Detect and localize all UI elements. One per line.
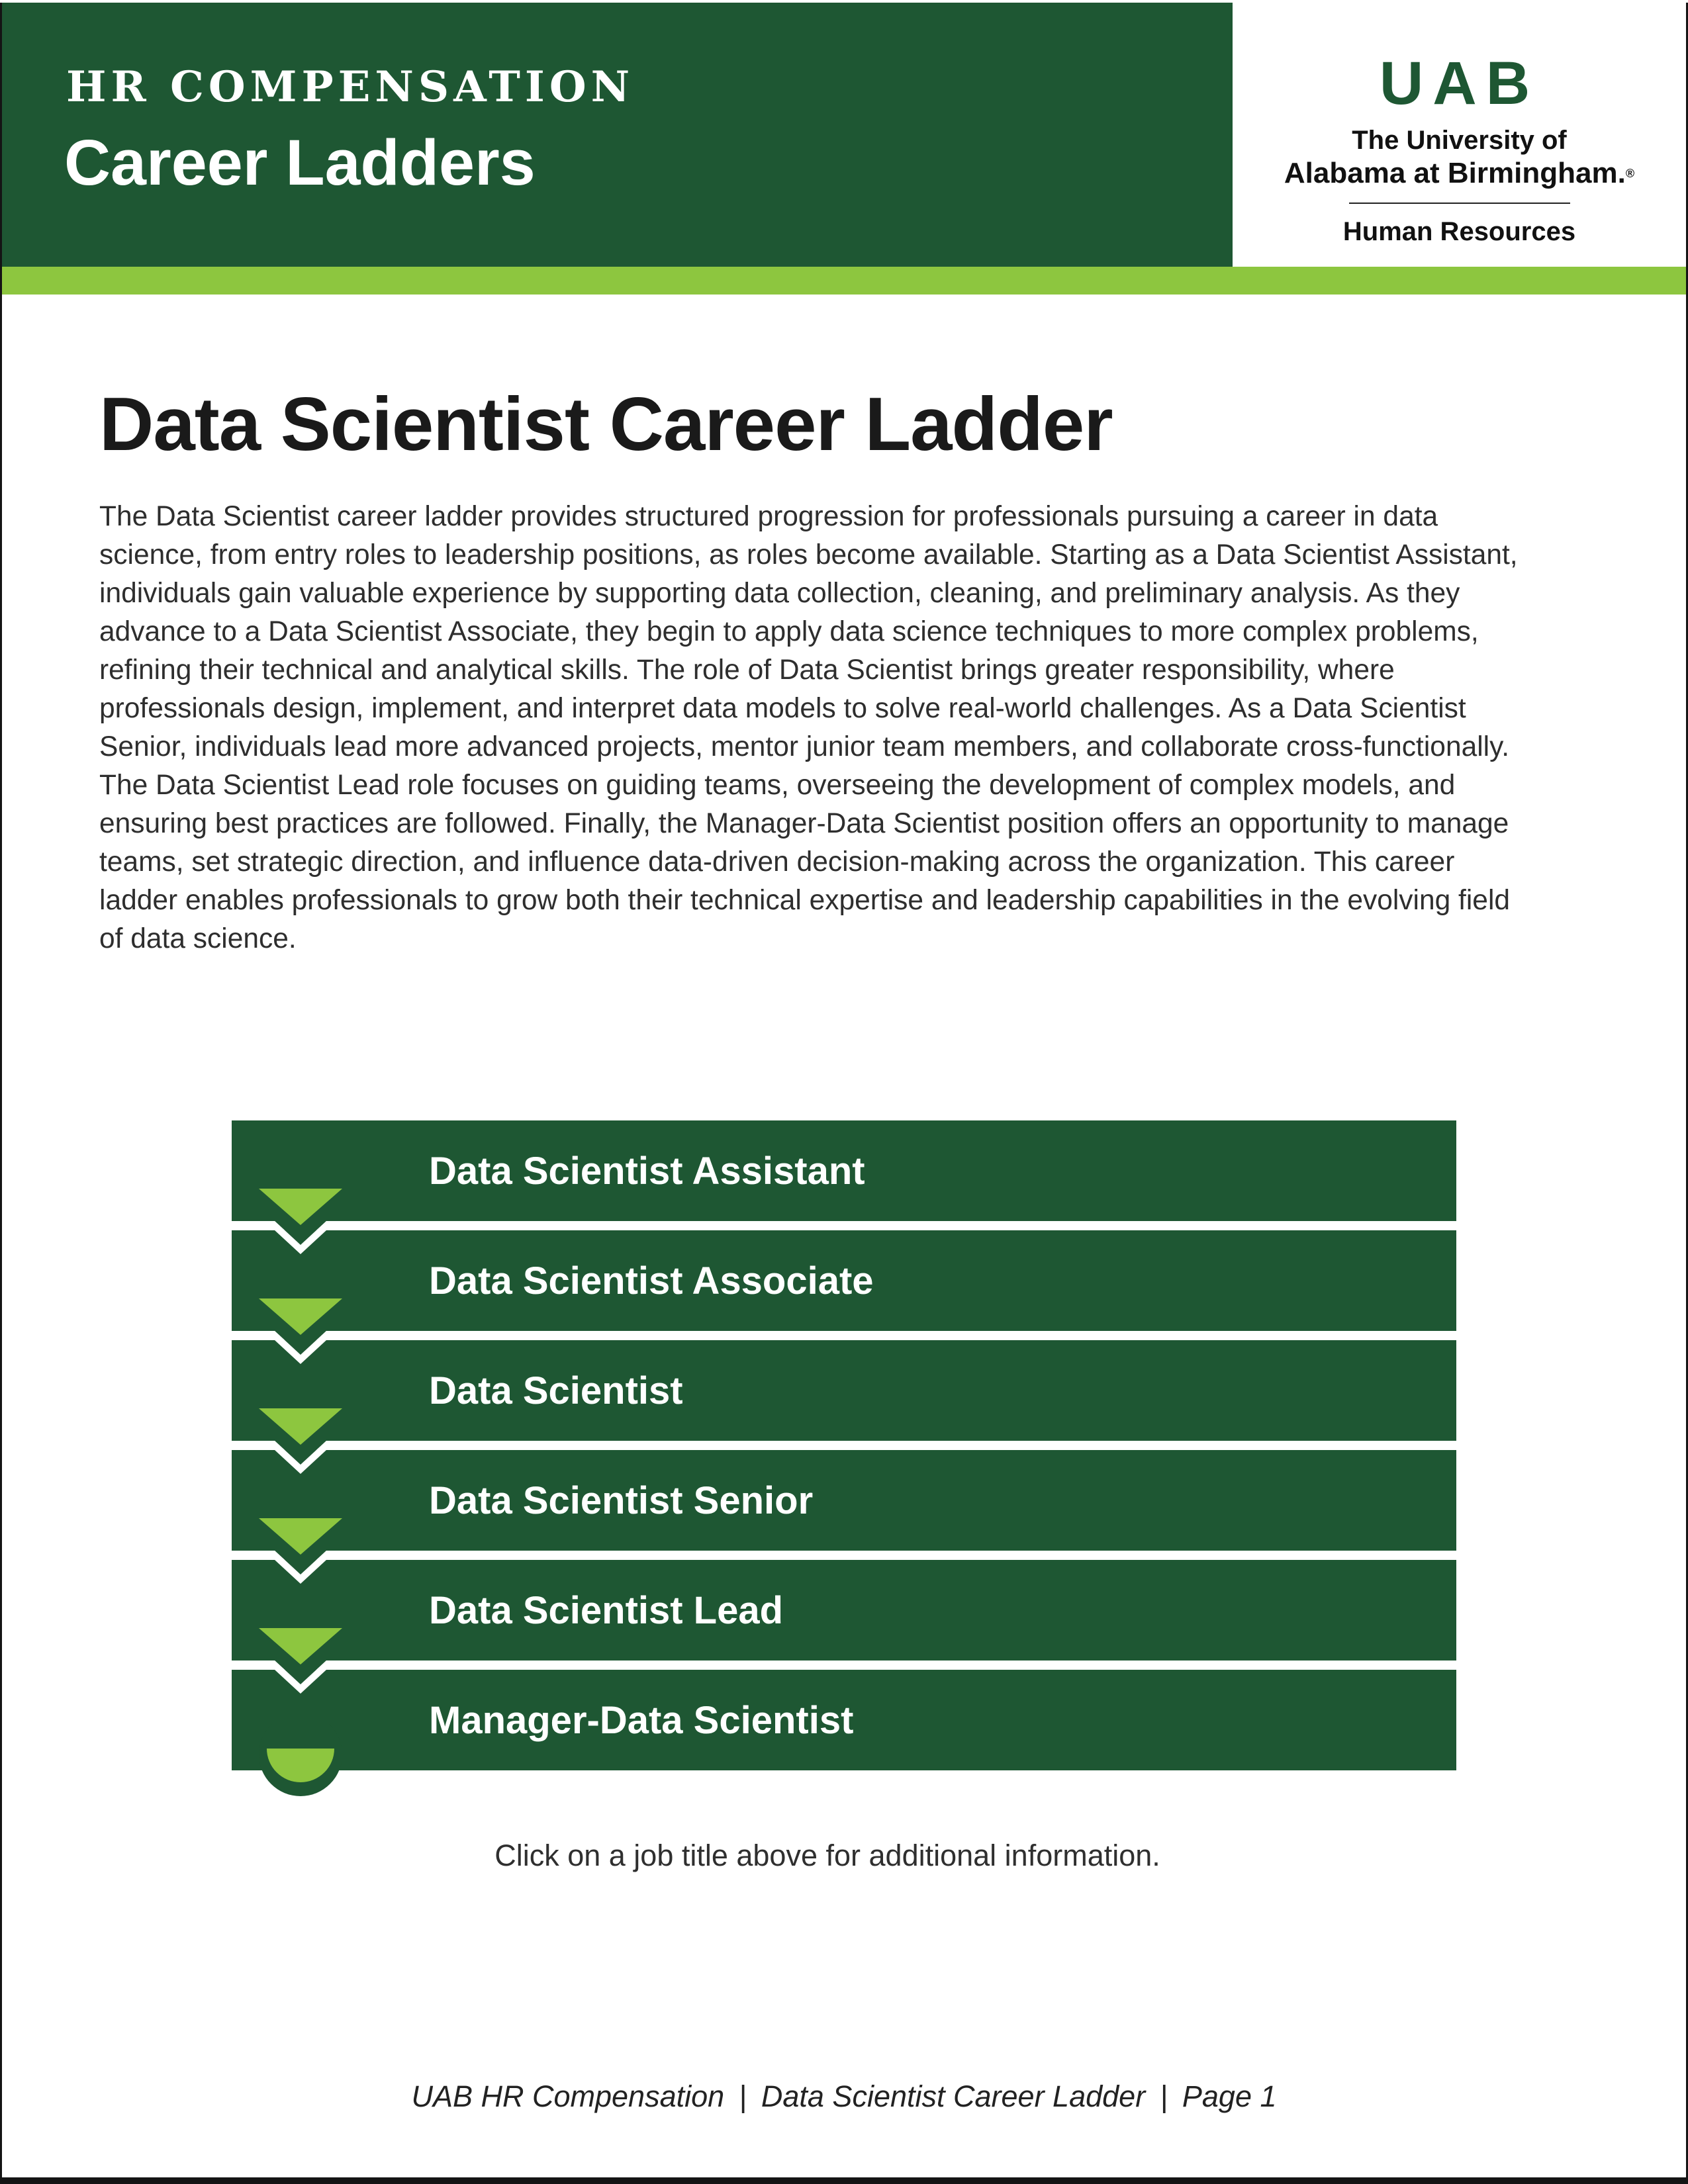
registered-trademark-icon: ® <box>1625 167 1635 180</box>
header-title: Career Ladders <box>64 126 536 199</box>
page-title: Data Scientist Career Ladder <box>99 383 1113 467</box>
page-border-bottom <box>0 2177 1688 2184</box>
footer-separator: | <box>1160 2079 1168 2113</box>
logo-divider <box>1349 203 1570 204</box>
ladder-step-5[interactable] <box>232 1670 1456 1770</box>
header-band <box>2 3 1233 267</box>
click-instruction: Click on a job title above for additional information. <box>494 1839 1160 1872</box>
ladder-step-1[interactable] <box>232 1230 1456 1331</box>
logo-line-alabama <box>1233 159 1686 188</box>
ladder-step-2[interactable] <box>232 1340 1456 1441</box>
ladder-step-4[interactable] <box>232 1560 1456 1661</box>
logo-division: Human Resources <box>1342 217 1576 246</box>
header-eyebrow: HR COMPENSATION <box>66 62 635 112</box>
logo-line-university: The University of <box>1352 126 1567 155</box>
ladder-step-label: Data Scientist Senior <box>429 1479 814 1522</box>
footer-page-number: Page 1 <box>1182 2079 1277 2113</box>
footer-document-title: Data Scientist Career Ladder <box>761 2079 1146 2113</box>
ladder-step-label: Data Scientist Associate <box>429 1259 874 1302</box>
uab-logo <box>1233 3 1686 267</box>
ladder-step-label: Manager-Data Scientist <box>429 1698 854 1742</box>
page-footer <box>0 2079 1688 2114</box>
career-ladder <box>232 1120 1456 1780</box>
footer-separator: | <box>739 2079 747 2113</box>
ladder-step-label: Data Scientist <box>429 1369 683 1412</box>
uab-wordmark-icon: UAB <box>1379 50 1540 117</box>
accent-stripe <box>2 267 1686 295</box>
ladder-step-label: Data Scientist Assistant <box>429 1149 865 1193</box>
ladder-step-3[interactable] <box>232 1450 1456 1551</box>
ladder-step-0[interactable] <box>232 1120 1456 1221</box>
ladder-step-label: Data Scientist Lead <box>429 1588 784 1632</box>
footer-section: UAB HR Compensation <box>411 2079 725 2113</box>
logo-line-alabama-text: Alabama at Birmingham. <box>1284 157 1626 189</box>
intro-paragraph: The Data Scientist career ladder provides structured progression for professionals pursuing a career in data science, from entry roles to leadership positions, as roles become available. Starting as a Data Scientist Assistant, individuals gain valuable experience by supporting data collection, cleaning, and preliminary analysis. As they advance to a Data Scientist Associate, they begin to apply data science techniques to more complex problems, refining their technical and analytical skills. The role of Data Scientist brings greater responsibility, where professionals design, implement, and interpret data models to solve real-world challenges. As a Data Scientist Senior, individuals lead more advanced projects, mentor junior team members, and collaborate cross-functionally. The Data Scientist Lead role focuses on guiding teams, overseeing the development of complex models, and ensuring best practices are followed. Finally, the Manager-Data Scientist position offers an opportunity to manage teams, set strategic direction, and influence data-driven decision-making across the organization. This career ladder enables professionals to grow both their technical expertise and leadership capabilities in the evolving field of data science. <box>99 501 1518 954</box>
page-border-left <box>0 3 2 2184</box>
